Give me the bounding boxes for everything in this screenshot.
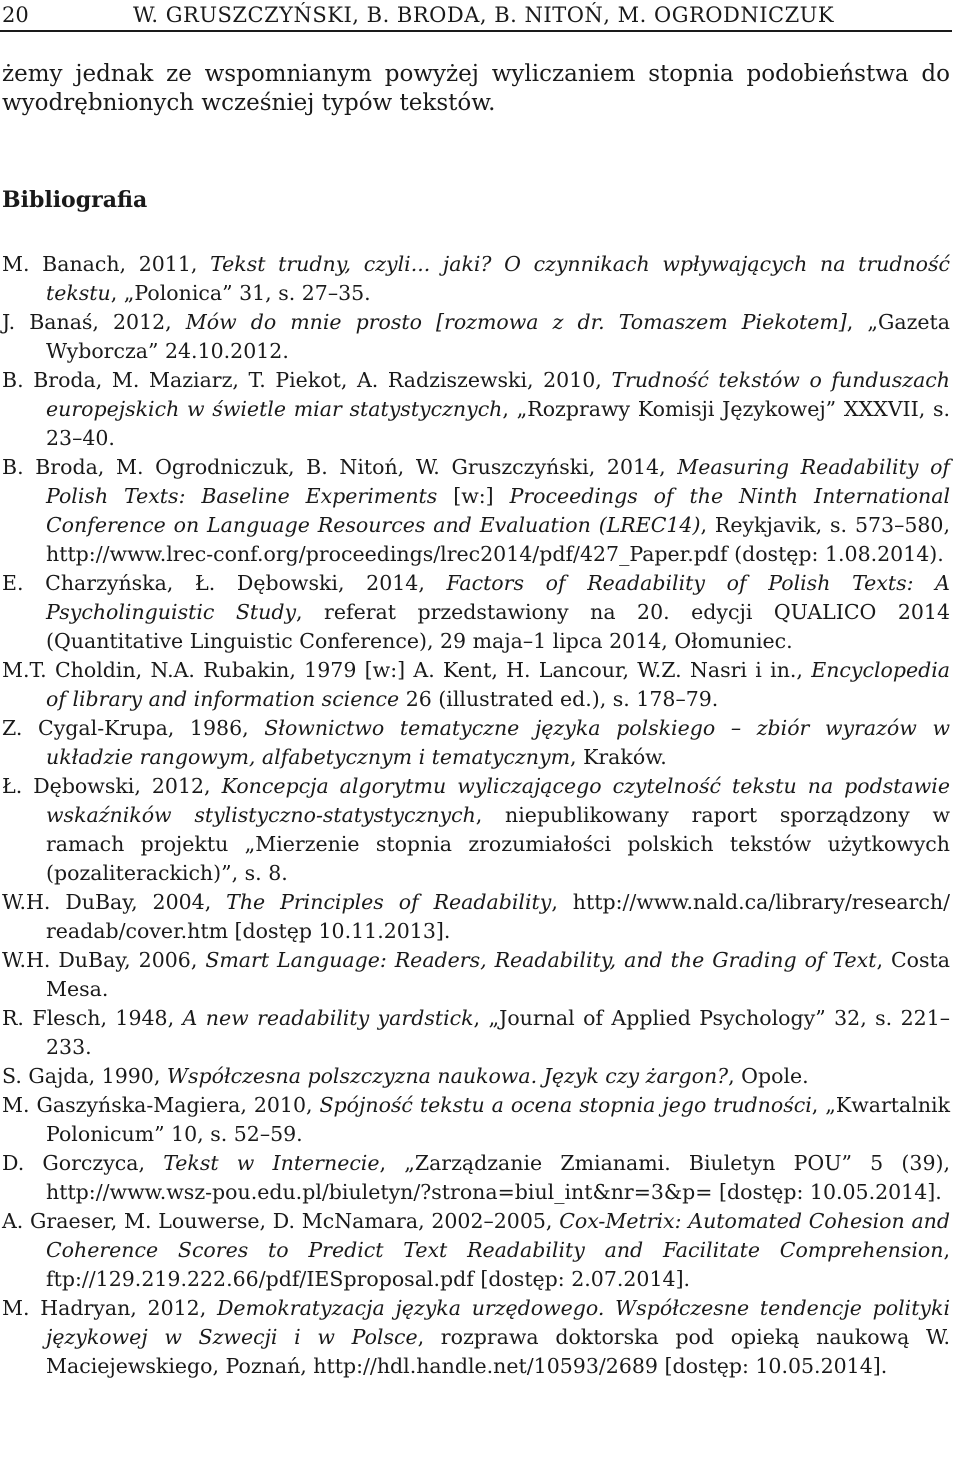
section-title: Bibliografia [2,187,148,213]
reference-details: , http://www.nald.ca/library/research/ readab/cover.htm [dostęp 10.11.2013]. [46,890,950,943]
reference-details: , „Rozprawy Komisji Językowej” XXXVII, s. 23–40. [46,397,950,450]
reference-title: Proceedings of the Ninth International Conference on Language Resources and Evaluation (LREC14) [46,484,951,537]
reference-title: Mów do mnie prosto [rozmowa z dr. Tomaszem Piekotem] [185,310,847,334]
reference-authors: M. Gaszyńska-Magiera, 2010, [2,1093,320,1117]
reference-details: , referat przedstawiony na 20. edycji QUALICO 2014 (Quantitative Linguistic Conference), 29 maja–1 lipca 2014, Ołomuniec. [46,600,950,653]
reference-authors: M. Banach, 2011, [2,252,211,276]
reference-entry [2,453,950,569]
reference-details: , Reykjavik, s. 573–580, http://www.lrec-conf.org/proceedings/lrec2014/pdf/427_Paper.pdf (dostęp: 1.08.2014). [46,513,950,566]
reference-authors: S. Gajda, 1990, [2,1064,167,1088]
reference-title: Cox-Metrix: Automated Cohesion and Coherence Scores to Predict Text Readability and Facilitate Comprehension [46,1209,950,1262]
reference-title: Measuring Readability of Polish Texts: Baseline Experiments [46,455,950,508]
reference-authors: W.H. DuBay, 2004, [2,890,227,914]
reference-entry [2,569,950,656]
reference-title: Spójność tekstu a ocena stopnia jego trudności [319,1093,812,1117]
reference-title: Factors of Readability of Polish Texts: A Psycholinguistic Study [46,571,950,624]
reference-authors: B. Broda, M. Maziarz, T. Piekot, A. Radziszewski, 2010, [2,368,612,392]
reference-entry [2,1149,950,1207]
reference-title: Tekst w Internecie [163,1151,380,1175]
reference-details: , rozprawa doktorska pod opieką naukową W. Maciejewskiego, Poznań, http://hdl.handle.net/10593/2689 [dostęp: 10.05.2014]. [46,1325,950,1378]
reference-title: The Principles of Readability [226,890,552,914]
reference-title: Trudność tekstów o funduszach europejskich w świetle miar statystycznych [46,368,950,421]
reference-entry [2,1062,950,1091]
reference-details: , „Zarządzanie Zmianami. Biuletyn POU” 5 (39), http://www.wsz-pou.edu.pl/biuletyn/?strona=biul_int&nr=3&p= [dostęp: 10.05.2014]. [46,1151,951,1204]
reference-details: , „Kwartalnik Polonicum” 10, s. 52–59. [46,1093,950,1146]
reference-details: , Costa Mesa. [46,948,950,1001]
reference-entry [2,1091,950,1149]
reference-title: Tekst trudny, czyli... jaki? O czynnikach wpływających na trudność tekstu [46,252,951,305]
reference-entry [2,1294,950,1381]
reference-title: Współczesna polszczyzna naukowa. Język czy żargon? [166,1064,729,1088]
reference-authors: D. Gorczyca, [2,1151,164,1175]
reference-authors: A. Graeser, M. Louwerse, D. McNamara, 2002–2005, [2,1209,560,1233]
reference-authors: B. Broda, M. Ogrodniczuk, B. Nitoń, W. Gruszczyński, 2014, [2,455,678,479]
reference-entry [2,946,950,1004]
reference-authors: M. Hadryan, 2012, [2,1296,217,1320]
reference-details: [w:] [437,484,510,508]
reference-details: , niepublikowany raport sporządzony w ramach projektu „Mierzenie stopnia zrozumiałości polskich tekstów użytkowych (pozaliterackich)”, s. 8. [46,803,950,885]
reference-details: 26 (illustrated ed.), s. 178–79. [399,687,719,711]
reference-entry [2,888,950,946]
reference-title: Koncepcja algorytmu wyliczającego czytelność tekstu na podstawie wskaźników stylistyczno-statystycznych [46,774,950,827]
running-head-authors: W. GRUSZCZYŃSKI, B. BRODA, B. NITOŃ, M. OGRODNICZUK [133,3,835,27]
body-paragraph: żemy jednak ze wspomnianym powyżej wyliczaniem stopnia podobieństwa do wyodrębnionych wcześniej typów tekstów. [2,61,950,116]
reference-details: , ftp://129.219.222.66/pdf/IESproposal.pdf [dostęp: 2.07.2014]. [46,1238,950,1291]
reference-authors: M.T. Choldin, N.A. Rubakin, 1979 [w:] A. Kent, H. Lancour, W.Z. Nasri i in., [2,658,812,682]
reference-title: Encyclopedia of library and information science [46,658,950,711]
reference-title: A new readability yardstick [182,1006,474,1030]
reference-authors: J. Banaś, 2012, [2,310,186,334]
reference-authors: E. Charzyńska, Ł. Dębowski, 2014, [2,571,447,595]
reference-details: , Opole. [728,1064,809,1088]
reference-details: , „Journal of Applied Psychology” 32, s. 221–233. [46,1006,950,1059]
reference-authors: R. Flesch, 1948, [2,1006,183,1030]
reference-entry [2,656,950,714]
page-number: 20 [2,3,29,27]
reference-title: Demokratyzacja języka urzędowego. Współczesne tendencje polityki językowej w Szwecji i w Polsce [46,1296,950,1349]
reference-list [2,250,950,1381]
reference-entry [2,1004,950,1062]
reference-entry [2,714,950,772]
reference-authors: Z. Cygal-Krupa, 1986, [2,716,265,740]
reference-details: , Kraków. [570,745,667,769]
reference-title: Smart Language: Readers, Readability, and the Grading of Text [205,948,877,972]
reference-entry [2,366,950,453]
reference-title: Słownictwo tematyczne języka polskiego – zbiór wyrazów w układzie rangowym, alfabetycznym i tematycznym [46,716,950,769]
reference-authors: Ł. Dębowski, 2012, [2,774,222,798]
reference-details: , „Polonica” 31, s. 27–35. [110,281,371,305]
reference-entry [2,308,950,366]
running-header [0,0,952,32]
reference-entry [2,772,950,888]
reference-entry [2,1207,950,1294]
reference-entry [2,250,950,308]
reference-details: , „Gazeta Wyborcza” 24.10.2012. [46,310,950,363]
reference-authors: W.H. DuBay, 2006, [2,948,206,972]
